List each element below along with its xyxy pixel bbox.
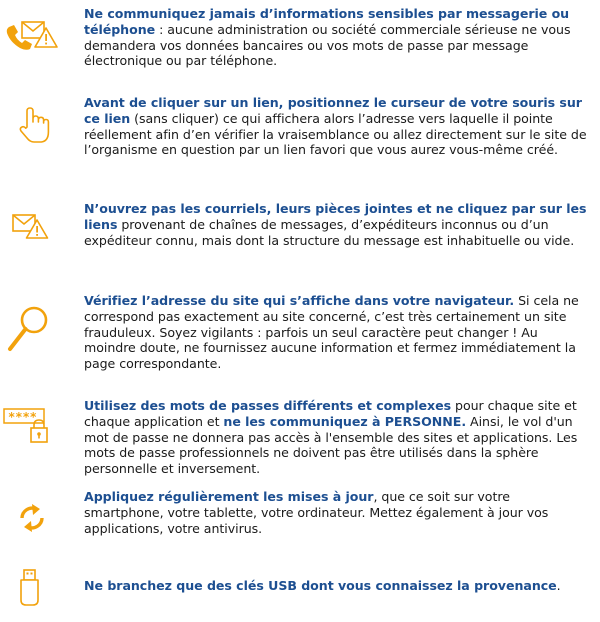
pointer-hand-icon <box>0 107 60 143</box>
tip-highlight: Utilisez des mots de passes différents et complexes <box>84 398 452 413</box>
tip-text <box>84 489 592 536</box>
magnifier-icon <box>0 305 60 355</box>
tip-text <box>84 6 592 69</box>
tip-text <box>84 293 592 372</box>
envelope-warning-icon <box>0 211 60 241</box>
tip-text <box>84 578 592 594</box>
tip-body: provenant de chaînes de messages, d’expéditeurs inconnus ou d’un expéditeur connu, mais dont la structure du message est inhabituelle ou vide. <box>84 216 575 248</box>
usb-key-icon <box>0 566 60 608</box>
password-lock-icon <box>0 404 60 446</box>
update-arrows-icon <box>0 498 60 538</box>
tip-highlight: Ne branchez que des clés USB dont vous connaissez la provenance <box>84 578 557 593</box>
tip-highlight: Avant de cliquer sur un lien, positionnez le curseur de votre souris sur ce lien <box>84 95 582 126</box>
tip-body: (sans cliquer) ce qui affichera alors l’adresse vers laquelle il pointe réellement afin d’en vérifier la vraisemblance ou allez directement sur le site de l’organisme en question par un lien favori que vous aurez vous-même créé. <box>84 110 587 158</box>
tip-highlight: Vérifiez l’adresse du site qui s’affiche dans votre navigateur. <box>84 293 515 308</box>
tip-highlight: Appliquez régulièrement les mises à jour <box>84 489 374 504</box>
tip-highlight: Ne communiquez jamais d’informations sensibles par messagerie ou téléphone <box>84 6 570 37</box>
tip-text <box>84 201 592 248</box>
tip-body: . <box>556 578 561 593</box>
tip-highlight-secondary: ne les communiquez à PERSONNE. <box>223 413 467 429</box>
tip-body: , que ce soit sur votre smartphone, votre tablette, votre ordinateur. Mettez également à jour vos applications, votre antivirus. <box>84 489 549 536</box>
tip-body: Si cela ne correspond pas exactement au site concerné, c’est très certainement un site frauduleux. Soyez vigilants : parfois un seul caractère peut changer ! Au moindre doute, ne fournissez aucune information et fermez immédiatement la page correspondante. <box>84 293 579 372</box>
password-mask: **** <box>8 410 37 424</box>
tip-text <box>84 95 592 158</box>
phone-envelope-warning-icon <box>0 16 60 56</box>
tip-body-secondary: Ainsi, le vol d'un mot de passe ne donnera pas accès à l'ensemble des sites et applications. Les mots de passe professionnels ne doivent pas être utilisés dans la sphère personnelle et inversement. <box>84 413 578 477</box>
tip-body: pour chaque site et chaque application et <box>84 398 577 429</box>
tip-highlight: N’ouvrez pas les courriels, leurs pièces jointes et ne cliquez par sur les liens <box>84 201 587 232</box>
tip-body: : aucune administration ou société commerciale sérieuse ne vous demandera vos données bancaires ou vos mots de passe par message électronique ou par téléphone. <box>84 21 571 69</box>
tip-text <box>84 398 592 477</box>
